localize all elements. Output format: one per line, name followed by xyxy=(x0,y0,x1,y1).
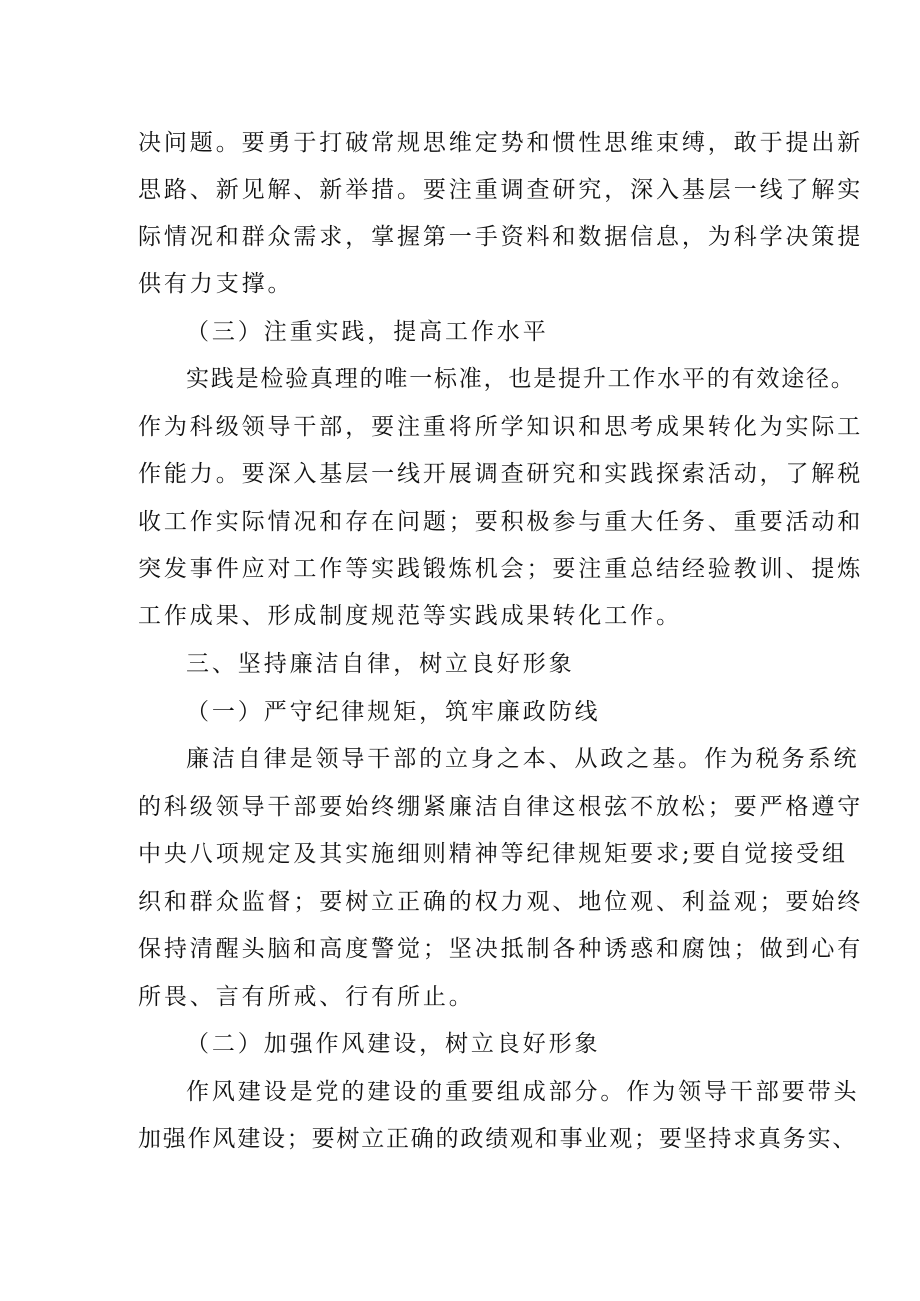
paragraph-line: 所畏、言有所戒、行有所止。 xyxy=(138,984,475,1010)
paragraph-line: 思路、新见解、新举措。要注重调查研究，深入基层一线了解实 xyxy=(138,177,864,203)
paragraph-line: 际情况和群众需求，掌握第一手资料和数据信息，为科学决策提 xyxy=(138,224,864,250)
paragraph-line: 作能力。要深入基层一线开展调查研究和实践探索活动，了解税 xyxy=(138,461,864,487)
paragraph-line: 实践是检验真理的唯一标准，也是提升工作水平的有效途径。 xyxy=(186,366,856,392)
paragraph-line: 突发事件应对工作等实践锻炼机会；要注重总结经验教训、提炼 xyxy=(138,556,864,582)
section-heading: 三、坚持廉洁自律，树立良好形象 xyxy=(186,651,575,677)
paragraph-line: 保持清醒头脑和高度警觉；坚决抵制各种诱惑和腐蚀；做到心有 xyxy=(138,936,864,962)
subsection-heading: （三）注重实践，提高工作水平 xyxy=(186,319,549,345)
paragraph-line: 廉洁自律是领导干部的立身之本、从政之基。作为税务系统 xyxy=(186,746,860,772)
paragraph-line: 作风建设是党的建设的重要组成部分。作为领导干部要带头 xyxy=(186,1079,860,1105)
subsection-heading: （二）加强作风建设，树立良好形象 xyxy=(186,1031,601,1057)
paragraph-line: 工作成果、形成制度规范等实践成果转化工作。 xyxy=(138,603,682,629)
subsection-heading: （一）严守纪律规矩，筑牢廉政防线 xyxy=(186,699,601,725)
paragraph-line: 中央八项规定及其实施细则精神等纪律规矩要求;要自觉接受组 xyxy=(138,841,848,867)
paragraph-line: 的科级领导干部要始终绷紧廉洁自律这根弦不放松；要严格遵守 xyxy=(138,794,864,820)
paragraph-line: 加强作风建设；要树立正确的政绩观和事业观；要坚持求真务实、 xyxy=(138,1126,858,1152)
paragraph-line: 收工作实际情况和存在问题；要积极参与重大任务、重要活动和 xyxy=(138,509,864,535)
paragraph-line: 织和群众监督；要树立正确的权力观、地位观、利益观；要始终 xyxy=(138,889,864,915)
paragraph-line: 供有力支撑。 xyxy=(138,271,294,297)
paragraph-line: 决问题。要勇于打破常规思维定势和惯性思维束缚，敢于提出新 xyxy=(138,130,864,156)
paragraph-line: 作为科级领导干部，要注重将所学知识和思考成果转化为实际工 xyxy=(138,414,864,440)
